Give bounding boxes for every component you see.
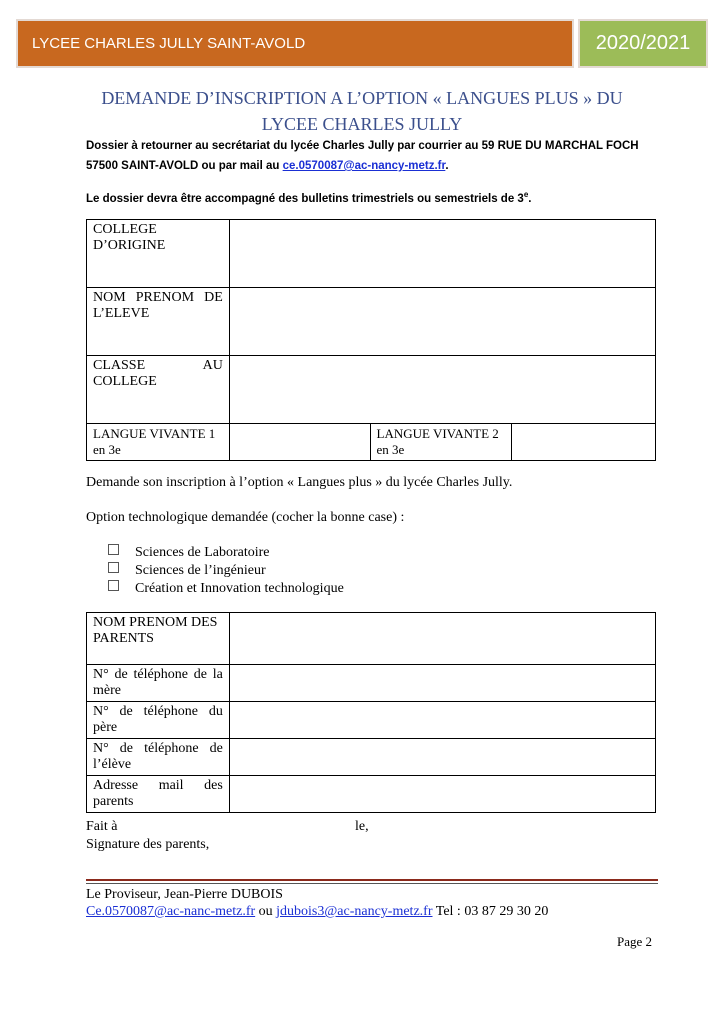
header-school-band bbox=[16, 19, 574, 68]
table-row bbox=[87, 665, 656, 702]
parents-info-table bbox=[86, 612, 656, 813]
tel-mere-label-line2: mère bbox=[93, 683, 121, 698]
tel-eleve-field[interactable] bbox=[229, 739, 655, 776]
lv1-label-line2: en 3e bbox=[93, 442, 121, 457]
nom-parents-field[interactable] bbox=[229, 613, 655, 665]
table-row bbox=[87, 739, 656, 776]
college-label-line1: COLLEGE bbox=[93, 222, 157, 237]
option-label: Création et Innovation technologique bbox=[135, 581, 344, 596]
footer-proviseur: Le Proviseur, Jean-Pierre DUBOIS bbox=[86, 887, 283, 902]
intro-email-link[interactable]: ce.0570087@ac-nancy-metz.fr bbox=[282, 160, 446, 172]
option-item-ingenieur[interactable] bbox=[108, 562, 266, 579]
footer-divider-thin bbox=[86, 883, 658, 884]
nom-eleve-label-line1: NOM PRENOM DE bbox=[93, 290, 223, 305]
intro-bulletins bbox=[86, 190, 531, 205]
mail-parents-field[interactable] bbox=[229, 776, 655, 813]
footer-ou: ou bbox=[255, 904, 277, 919]
nom-parents-label-line2: PARENTS bbox=[93, 631, 154, 646]
option-label: Sciences de l’ingénieur bbox=[135, 563, 266, 578]
intro-line2 bbox=[86, 160, 449, 172]
tel-pere-field[interactable] bbox=[229, 702, 655, 739]
lv1-label bbox=[87, 424, 230, 461]
nom-eleve-label bbox=[87, 288, 230, 356]
page-number: Page 2 bbox=[617, 934, 653, 949]
tel-eleve-label-line1: N° de téléphone de bbox=[93, 741, 223, 756]
checkbox-icon[interactable] bbox=[108, 562, 119, 573]
intro-bulletins-end: . bbox=[528, 192, 532, 205]
le-label: le, bbox=[355, 819, 369, 834]
nom-parents-label bbox=[87, 613, 230, 665]
college-label bbox=[87, 220, 230, 288]
intro-line1: Dossier à retourner au secrétariat du lycée Charles Jully par courrier au 59 RUE DU MARCHAL FOCH bbox=[86, 140, 639, 152]
lv1-label-line1: LANGUE VIVANTE 1 bbox=[93, 426, 216, 441]
tel-mere-label-line1: N° de téléphone de la bbox=[93, 667, 223, 682]
nom-eleve-label-line2: L’ELEVE bbox=[93, 306, 150, 321]
table-row bbox=[87, 702, 656, 739]
header-year: 2020/2021 bbox=[595, 32, 691, 54]
checkbox-icon[interactable] bbox=[108, 580, 119, 591]
intro-bulletins-sup: e bbox=[523, 190, 529, 199]
tel-pere-label-line2: père bbox=[93, 720, 118, 735]
request-text: Demande son inscription à l’option « Langues plus » du lycée Charles Jully. bbox=[86, 475, 513, 490]
footer-divider bbox=[86, 879, 658, 881]
classe-label-line2: COLLEGE bbox=[93, 374, 157, 389]
college-label-line2: D’ORIGINE bbox=[93, 238, 166, 253]
intro-bulletins-main: Le dossier devra être accompagné des bulletins trimestriels ou semestriels de 3 bbox=[86, 192, 524, 205]
table-row bbox=[87, 776, 656, 813]
tel-eleve-label-line2: l’élève bbox=[93, 757, 132, 772]
option-item-innovation[interactable] bbox=[108, 580, 344, 597]
lv2-field[interactable] bbox=[512, 424, 656, 461]
tel-pere-label bbox=[87, 702, 230, 739]
option-prompt: Option technologique demandée (cocher la bonne case) : bbox=[86, 510, 405, 525]
mail-parents-label bbox=[87, 776, 230, 813]
checkbox-icon[interactable] bbox=[108, 544, 119, 555]
header-year-band bbox=[578, 19, 708, 68]
intro-line2-suffix: . bbox=[445, 160, 449, 172]
classe-field[interactable] bbox=[229, 356, 655, 424]
lv2-label-line2: en 3e bbox=[376, 442, 405, 457]
footer-tel: Tel : 03 87 29 30 20 bbox=[432, 904, 549, 919]
mail-parents-label-line1: Adresse mail des bbox=[93, 778, 223, 793]
table-row bbox=[87, 424, 656, 461]
classe-label-line1: CLASSE AU bbox=[93, 358, 223, 373]
tel-mere-label bbox=[87, 665, 230, 702]
tel-pere-label-line1: N° de téléphone du bbox=[93, 704, 223, 719]
nom-eleve-field[interactable] bbox=[229, 288, 655, 356]
classe-label bbox=[87, 356, 230, 424]
signature-label: Signature des parents, bbox=[86, 837, 210, 852]
intro-line2-prefix: 57500 SAINT-AVOLD ou par mail au bbox=[86, 160, 283, 172]
table-row bbox=[87, 613, 656, 665]
lv1-field[interactable] bbox=[229, 424, 370, 461]
lv2-label bbox=[370, 424, 512, 461]
footer-contacts bbox=[86, 904, 548, 920]
table-row bbox=[87, 356, 656, 424]
page-title-line2: LYCEE CHARLES JULLY bbox=[261, 114, 463, 134]
lv2-label-line1: LANGUE VIVANTE 2 bbox=[376, 426, 499, 441]
header-school-name: LYCEE CHARLES JULLY SAINT-AVOLD bbox=[32, 35, 306, 52]
footer-email2-link[interactable]: jdubois3@ac-nancy-metz.fr bbox=[276, 904, 433, 919]
page-title-line1: DEMANDE D’INSCRIPTION A L’OPTION « LANGUES PLUS » DU bbox=[101, 88, 623, 108]
footer-email1-link[interactable]: Ce.0570087@ac-nanc-metz.fr bbox=[86, 904, 256, 919]
nom-parents-label-line1: NOM PRENOM DES bbox=[93, 615, 218, 630]
fait-a-label: Fait à bbox=[86, 819, 118, 834]
table-row bbox=[87, 288, 656, 356]
table-row bbox=[87, 220, 656, 288]
student-info-table bbox=[86, 219, 656, 461]
college-field[interactable] bbox=[229, 220, 655, 288]
option-label: Sciences de Laboratoire bbox=[135, 545, 270, 560]
tel-eleve-label bbox=[87, 739, 230, 776]
mail-parents-label-line2: parents bbox=[93, 794, 134, 809]
tel-mere-field[interactable] bbox=[229, 665, 655, 702]
option-item-laboratoire[interactable] bbox=[108, 544, 270, 561]
